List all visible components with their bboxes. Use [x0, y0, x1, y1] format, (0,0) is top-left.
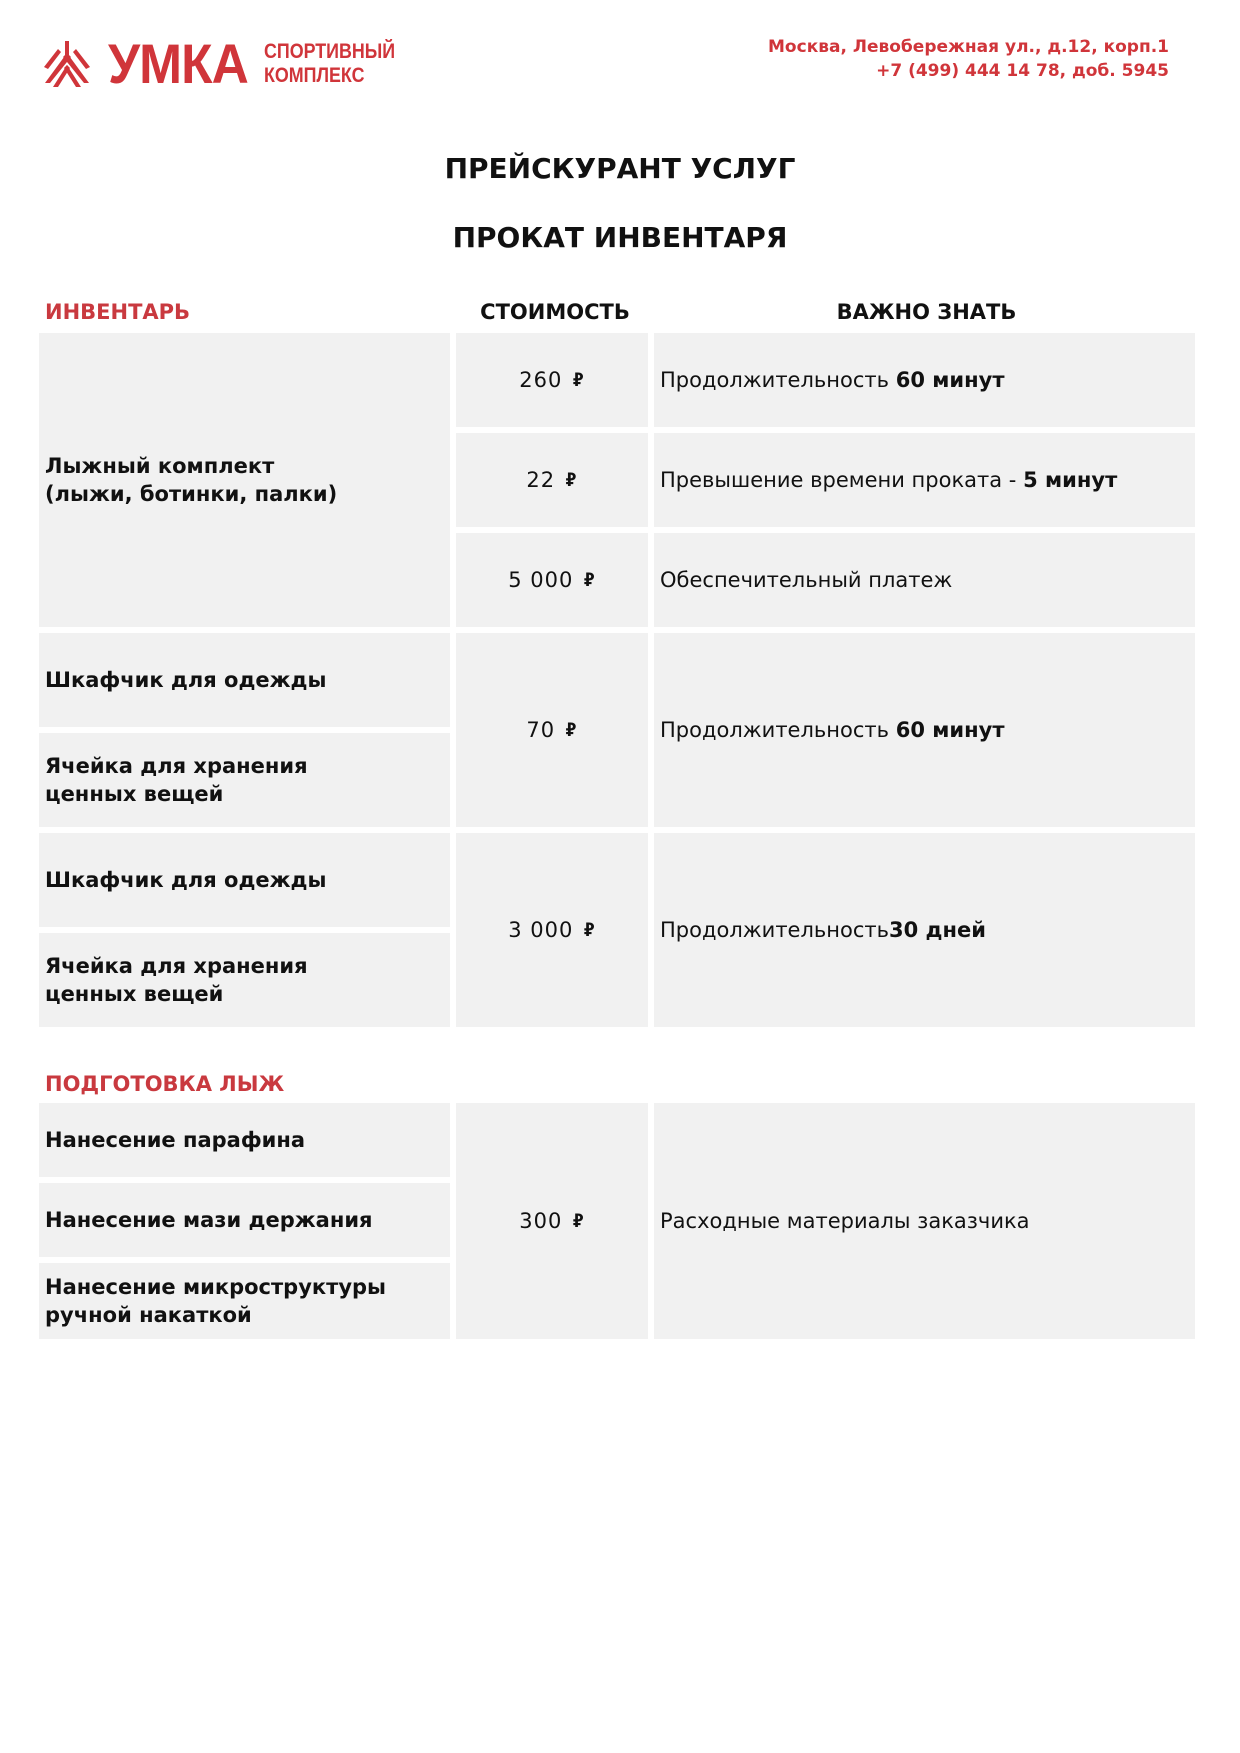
safe-cell-item	[39, 733, 450, 827]
address: Москва, Левобережная ул., д.12, корп.1	[768, 37, 1169, 57]
safe-cell-name-line2: ценных вещей	[45, 782, 224, 806]
ruble-icon: ₽	[583, 919, 596, 941]
logo	[42, 32, 418, 95]
ski-set-name: Лыжный комплект	[45, 453, 275, 478]
ski-info-deposit	[654, 533, 1195, 627]
logo-emblem-icon	[42, 39, 92, 89]
phone[interactable]: +7 (499) 444 14 78, доб. 5945	[876, 60, 1169, 81]
ski-price-hour	[456, 333, 648, 427]
safe-cell-name-line2: ценных вещей	[45, 982, 224, 1006]
prep-item-structure	[39, 1263, 450, 1339]
ski-info-overtime	[654, 433, 1195, 527]
ruble-icon: ₽	[583, 569, 596, 591]
page-title: ПРЕЙСКУРАНТ УСЛУГ	[444, 152, 796, 185]
safe-cell-item	[39, 933, 450, 1027]
price-value: 260	[519, 368, 563, 392]
price-value: 3 000	[508, 918, 574, 942]
prep-item-label: Нанесение мази держания	[45, 1207, 373, 1232]
column-header-cost: СТОИМОСТЬ	[480, 300, 630, 324]
info-text: Продолжительность	[660, 918, 890, 942]
prep-price	[456, 1103, 648, 1339]
locker-name: Шкафчик для одежды	[45, 867, 327, 892]
info-bold: 60 минут	[895, 368, 1005, 392]
prep-item-label-line1: Нанесение микроструктуры	[45, 1274, 387, 1299]
locker-item	[39, 833, 450, 927]
price-value: 300	[519, 1209, 563, 1233]
info-bold: 60 минут	[895, 718, 1005, 742]
info-bold: 30 дней	[889, 918, 986, 942]
column-header-info: ВАЖНО ЗНАТЬ	[836, 300, 1017, 324]
price-value: 70	[526, 718, 556, 742]
ruble-icon: ₽	[572, 369, 585, 391]
prep-info	[654, 1103, 1195, 1339]
storage-hourly-price	[456, 633, 648, 827]
info-text: Продолжительность	[660, 718, 890, 742]
ski-info-hour	[654, 333, 1195, 427]
ruble-icon: ₽	[572, 1210, 585, 1232]
storage-hourly-info	[654, 633, 1195, 827]
info-bold: 5 минут	[1023, 468, 1118, 492]
page-header	[0, 30, 1240, 100]
logo-subtitle	[264, 40, 395, 88]
safe-cell-name-line1: Ячейка для хранения	[45, 753, 308, 778]
logo-subtitle-line2: КОМПЛЕКС	[264, 64, 365, 87]
prep-item-paraffin	[39, 1103, 450, 1177]
ruble-icon: ₽	[565, 719, 578, 741]
column-header-inventory: ИНВЕНТАРЬ	[45, 300, 191, 324]
logo-name: УМКА	[108, 32, 248, 95]
info-text: Продолжительность	[660, 368, 890, 392]
safe-cell-name-line1: Ячейка для хранения	[45, 953, 308, 978]
storage-monthly-price	[456, 833, 648, 1027]
prep-item-grip-wax	[39, 1183, 450, 1257]
info-text: Расходные материалы заказчика	[660, 1209, 1030, 1233]
prep-item-label-line2: ручной накаткой	[45, 1303, 252, 1327]
contacts	[768, 36, 1169, 84]
ruble-icon: ₽	[565, 469, 578, 491]
locker-item	[39, 633, 450, 727]
logo-subtitle-line1: СПОРТИВНЫЙ	[264, 39, 396, 63]
ski-set-item	[39, 333, 450, 627]
ski-price-overtime	[456, 433, 648, 527]
prep-item-label: Нанесение парафина	[45, 1127, 306, 1152]
prep-section-heading: ПОДГОТОВКА ЛЫЖ	[45, 1072, 285, 1096]
info-text: Превышение времени проката -	[660, 468, 1017, 492]
ski-set-contents: (лыжи, ботинки, палки)	[45, 482, 338, 506]
locker-name: Шкафчик для одежды	[45, 667, 327, 692]
section-title: ПРОКАТ ИНВЕНТАРЯ	[452, 221, 788, 254]
price-value: 22	[526, 468, 556, 492]
price-value: 5 000	[508, 568, 574, 592]
info-text: Обеспечительный платеж	[660, 568, 953, 592]
storage-monthly-info	[654, 833, 1195, 1027]
ski-price-deposit	[456, 533, 648, 627]
